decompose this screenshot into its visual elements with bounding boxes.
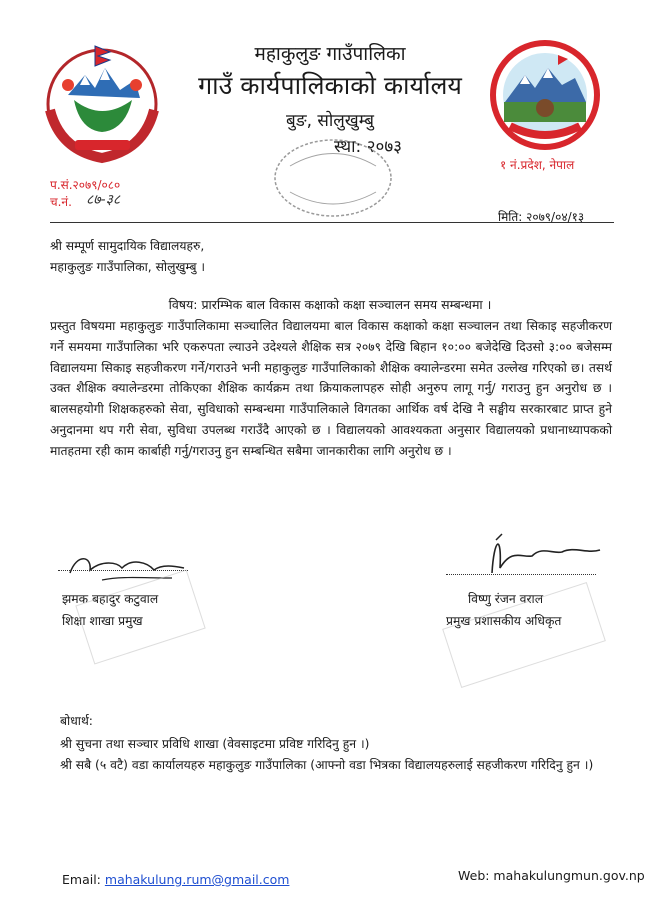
- patra-sankhya: प.सं.२०७९/०८०: [50, 178, 121, 192]
- chalani-label: च.नं.: [50, 195, 72, 209]
- province-label: १ नं.प्रदेश, नेपाल: [500, 158, 575, 172]
- right-signature-dots: [446, 574, 596, 575]
- municipality-name: महाकुलुङ गाउँपालिका: [254, 43, 406, 65]
- office-stamp: [268, 136, 398, 221]
- chalani-number: ८७-३८: [86, 192, 121, 208]
- left-signature-dots: [58, 570, 188, 571]
- email-link[interactable]: mahakulung.rum@gmail.com: [104, 872, 290, 887]
- office-address: बुङ, सोलुखुम्बु: [286, 111, 374, 131]
- left-signatory-name: झमक बहादुर कटुवाल: [62, 592, 159, 606]
- cc-line-1: श्री सुचना तथा सञ्चार प्रविधि शाखा (वेवसाइटमा प्रविष्ट गरिदिनु हुन ।): [60, 737, 370, 751]
- office-name: गाउँ कार्यपालिकाको कार्यालय: [198, 71, 462, 100]
- recipient-line-2: महाकुलुङ गाउँपालिका, सोलुखुम्बु ।: [50, 260, 206, 274]
- letter-body: प्रस्तुत विषयमा महाकुलुङ गाउँपालिकामा सञ्चालित विद्यालयमा बाल विकास कक्षाको कक्षा सञ्चालन तथा सिकाइ सहजीकरण गर्ने समयमा गाउँपालिका भरि एकरुपता ल्याउने उदेश्यले शैक्षिक सत्र २०७९ देखि बिहान १०:०० बजेदेखि दिउसो ३:०० बजेसम्म विद्यालयमा सिकाइ सहजीकरण गर्ने/गराउने भनी महाकुलुङ गाउँपालिकाको शैक्षिक क्यालेन्डरमा समेत उल्लेख गरिएको छ। तसर्थ उक्त शैक्षिक क्यालेन्डरमा तोकिएका शैक्षिक कार्यक्रम तथा क्रियाकलापहरु सोही अनुरुप लागू गर्नु/ गराउनु हुन अनुरोध छ । बालसहयोगी शिक्षकहरुको सेवा, सुविधाको सम्बन्धमा गाउँपालिकाले विगतका आर्थिक वर्ष देखि नै सङ्घीय सरकारबाट प्राप्त हुने अनुदानमा थप गरी सेवा, सुविधा उपलब्ध गराउँदै आएको छ । विद्यालयको आवश्यकता अनुसार विद्यालयको प्रधानाध्यापकको मातहतमा रही काम कार्बाही गर्नु/गराउनु हुन सम्बन्धित सबैमा जानकारीका लागि अनुरोध छ ।: [50, 319, 612, 458]
- right-signatory-title: प्रमुख प्रशासकीय अधिकृत: [446, 614, 562, 628]
- right-signatory-name: विष्णु रंजन वराल: [468, 592, 544, 606]
- recipient-line-1: श्री सम्पूर्ण सामुदायिक विद्यालयहरु,: [50, 239, 205, 253]
- letter-date: मिति: २०७९/०४/१३: [498, 210, 585, 224]
- cc-heading: बोधार्थ:: [60, 714, 93, 728]
- footer-email: [62, 872, 289, 887]
- footer-web: Web: mahakulungmun.gov.np: [458, 868, 645, 883]
- letter-subject: विषय: प्रारम्भिक बाल विकास कक्षाको कक्षा सञ्चालन समय सम्बन्धमा ।: [168, 297, 492, 312]
- cc-line-2: श्री सबै (५ वटै) वडा कार्यालयहरु महाकुलुङ गाउँपालिका (आफ्नो वडा भित्रका विद्यालयहरुलाई सहजीकरण गरिदिनु हुन ।): [60, 758, 594, 772]
- established-year: स्था: २०७३: [333, 137, 403, 157]
- email-label: Email:: [62, 872, 101, 887]
- left-signatory-title: शिक्षा शाखा प्रमुख: [62, 614, 143, 628]
